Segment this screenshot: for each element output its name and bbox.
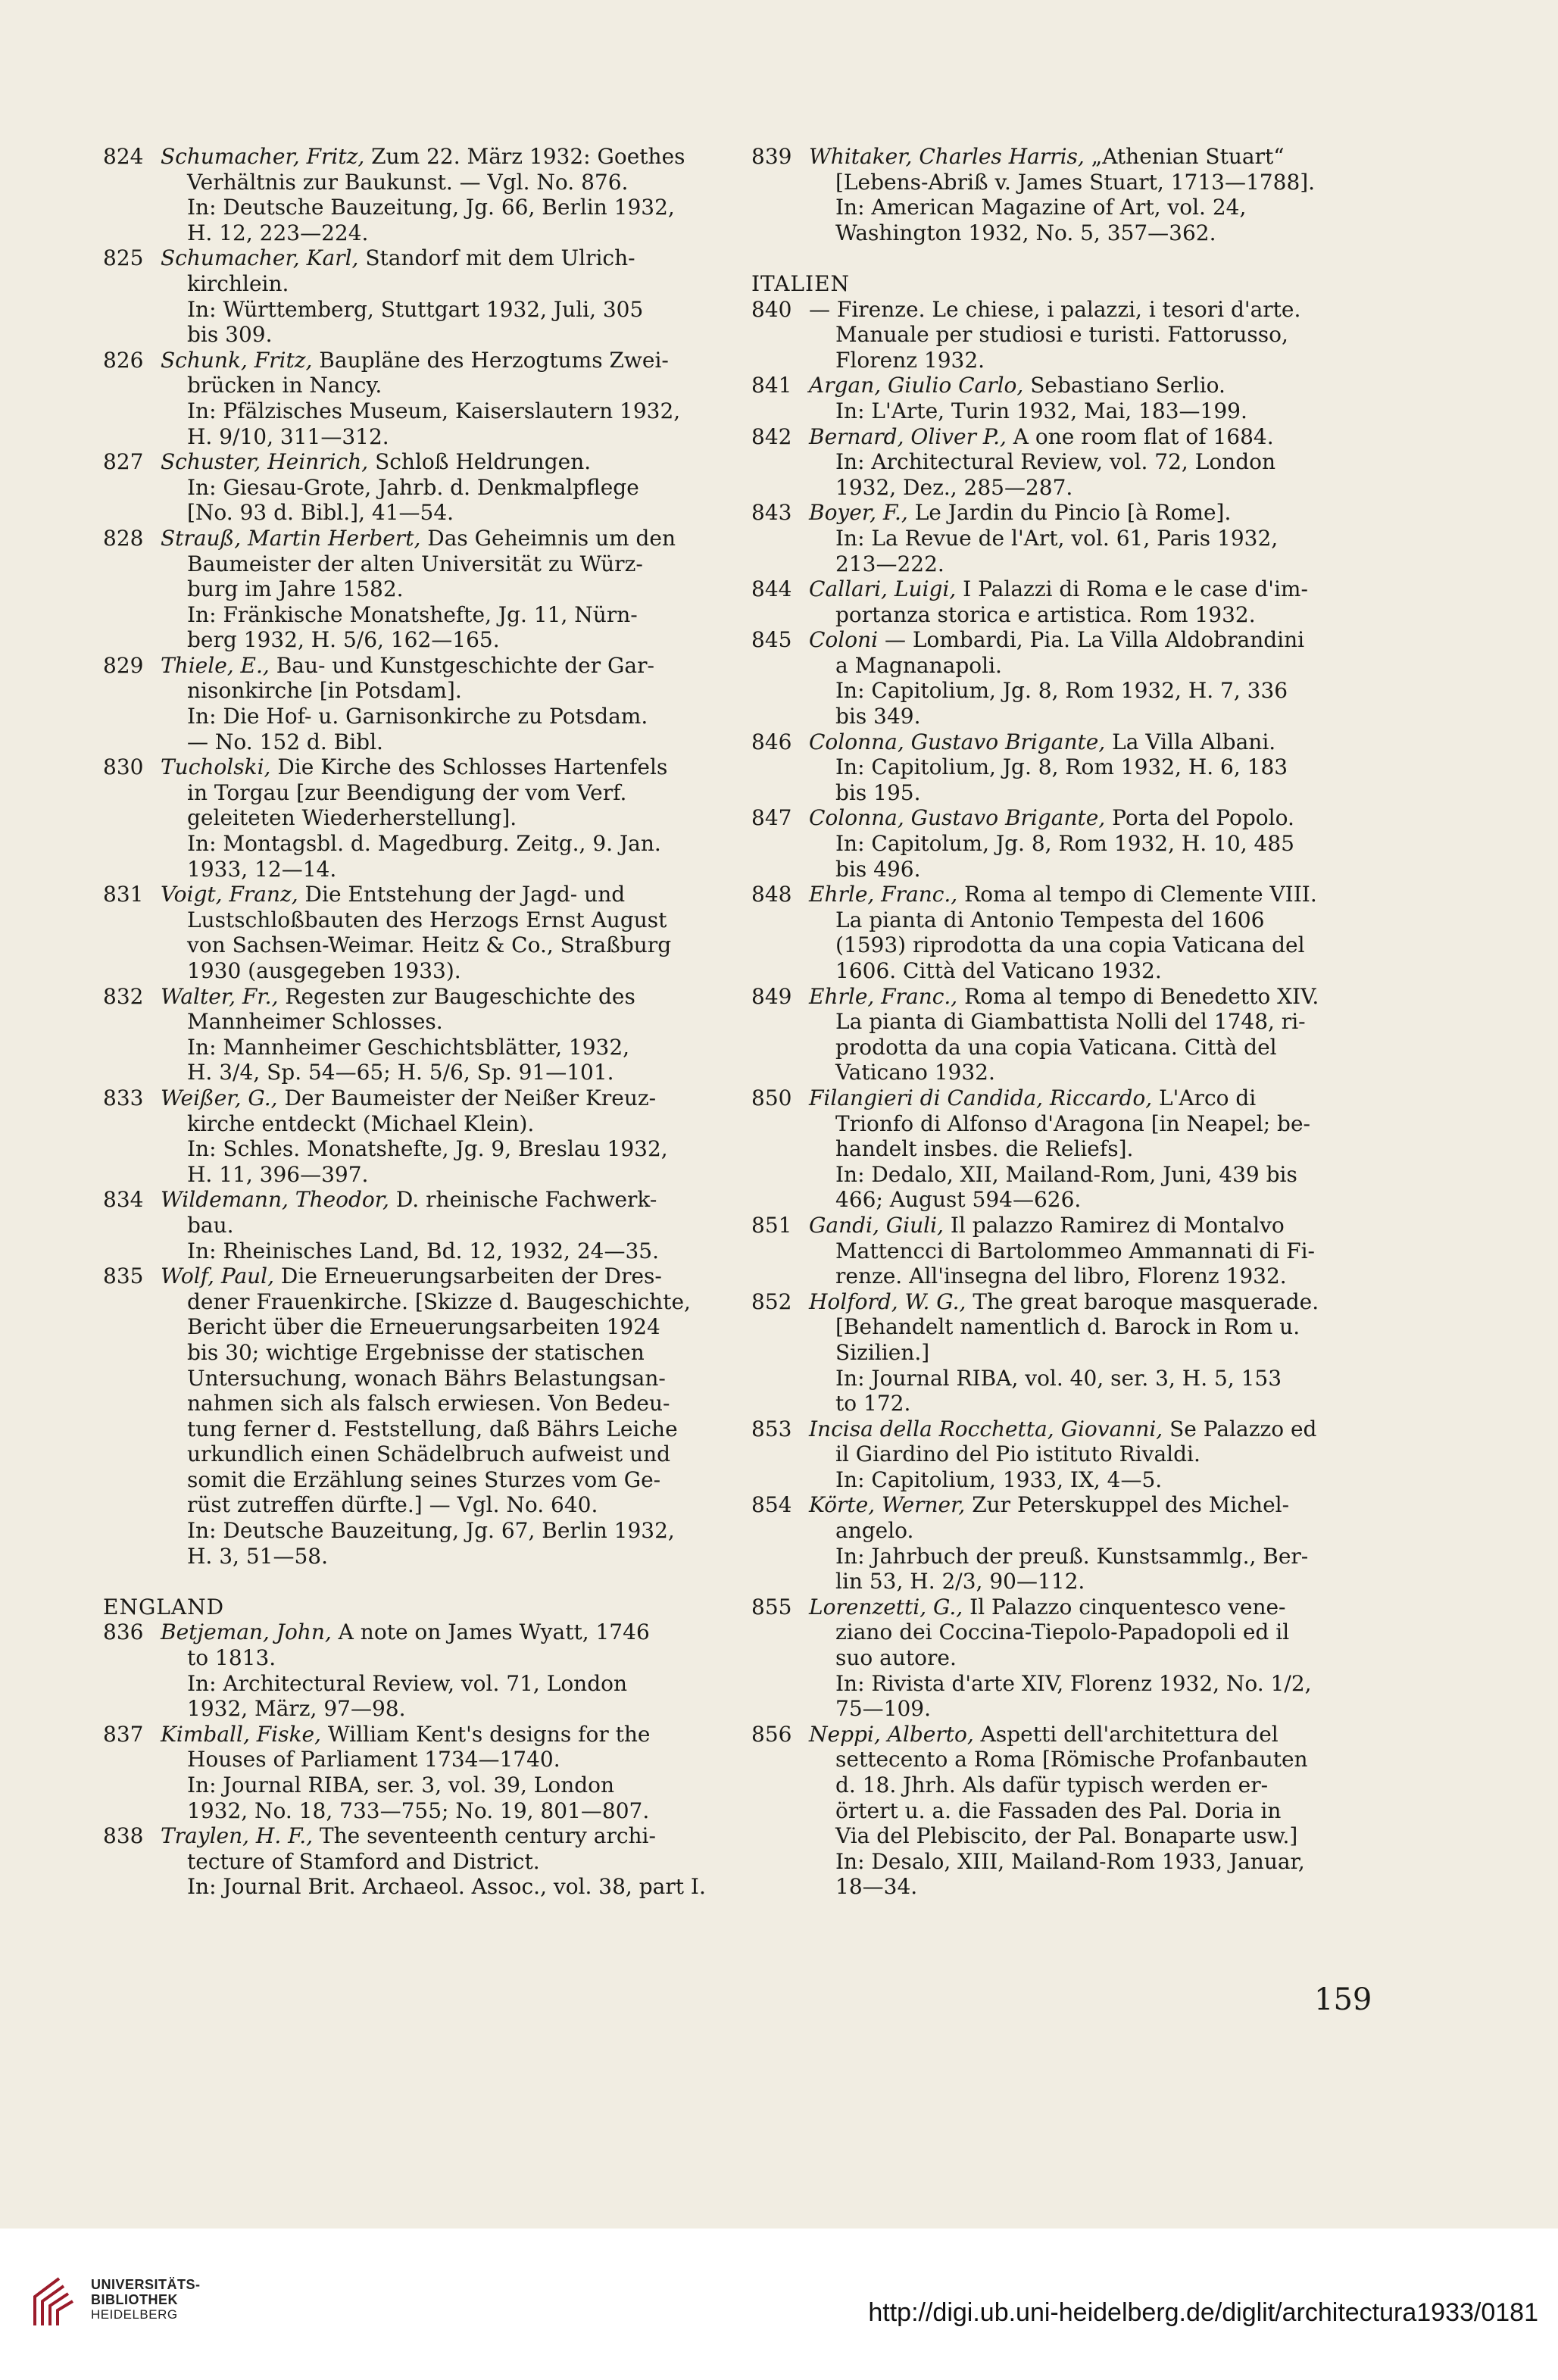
entry-line: prodotta da una copia Vaticana. Città del <box>835 1034 1277 1060</box>
entry-title: Die Erneuerungsarbeiten der Dres- <box>274 1263 662 1289</box>
entry-title: Standorf mit dem Ulrich- <box>358 245 635 271</box>
entry-line: H. 12, 223—224. <box>187 220 369 245</box>
entry-line: 1932, No. 18, 733—755; No. 19, 801—807. <box>187 1797 650 1823</box>
entry-title: Porta del Popolo. <box>1105 805 1294 831</box>
entry-title: Il Palazzo cinquentesco vene- <box>963 1594 1286 1619</box>
entry-line: H. 9/10, 311—312. <box>187 423 389 449</box>
entry-title: Zur Peterskuppel des Michel- <box>965 1492 1290 1518</box>
entry-title: — Lombardi, Pia. La Villa Aldobrandini <box>878 627 1305 653</box>
entry-author: Bernard, Oliver P., <box>809 423 1007 449</box>
entry-number: 854 <box>751 1492 792 1518</box>
entry-line: Trionfo di Alfonso d'Aragona [in Neapel; be- <box>835 1110 1311 1136</box>
entry-line: handelt insbes. die Reliefs]. <box>835 1136 1134 1162</box>
entry-number: 849 <box>751 983 792 1009</box>
entry-first-line <box>809 500 1372 526</box>
footer-bar <box>0 2229 1558 2380</box>
entry-first-line <box>809 1213 1372 1238</box>
entry-number: 846 <box>751 729 792 754</box>
library-name <box>91 2277 201 2322</box>
entry-line: 466; August 594—626. <box>835 1187 1082 1213</box>
entry-number: 834 <box>103 1187 144 1213</box>
bibliography-entry <box>751 1085 1372 1213</box>
entry-line: Verhältnis zur Baukunst. — Vgl. No. 876. <box>187 169 629 195</box>
entry-line: Manuale per studiosi e turisti. Fattorusso, <box>835 322 1288 348</box>
entry-line: [No. 93 d. Bibl.], 41—54. <box>187 500 454 526</box>
section-heading-england: ENGLAND <box>103 1594 225 1619</box>
entry-number: 855 <box>751 1594 792 1619</box>
entry-number: 847 <box>751 805 792 831</box>
entry-number: 844 <box>751 576 792 602</box>
entry-line: renze. All'insegna del libro, Florenz 1932. <box>835 1263 1287 1289</box>
entry-first-line <box>809 1289 1372 1315</box>
entry-first-line <box>809 424 1372 450</box>
entry-line: bis 349. <box>835 704 921 729</box>
entry-line: burg im Jahre 1582. <box>187 576 404 602</box>
entry-line: In: Architectural Review, vol. 72, London <box>835 449 1276 475</box>
entry-author: Thiele, E., <box>161 652 270 678</box>
entry-line: bis 309. <box>187 322 273 348</box>
entry-line: a Magnanapoli. <box>835 652 1002 678</box>
bibliography-entry <box>103 449 724 526</box>
entry-title: Regesten zur Baugeschichte des <box>278 983 635 1009</box>
entry-first-line <box>161 1619 724 1645</box>
entry-title: A one room flat of 1684. <box>1006 423 1274 449</box>
entry-line: lin 53, H. 2/3, 90—112. <box>835 1569 1085 1594</box>
bibliography-entry <box>751 1416 1372 1493</box>
entry-author: Boyer, F., <box>809 500 908 526</box>
entry-first-line <box>809 729 1372 755</box>
entry-title: Die Entstehung der Jagd- und <box>298 882 626 907</box>
bibliography-entry <box>751 1289 1372 1416</box>
bibliography-entry <box>103 1085 724 1187</box>
entry-number: 852 <box>751 1288 792 1314</box>
entry-author: Voigt, Franz, <box>161 882 298 907</box>
entry-line: brücken in Nancy. <box>187 373 382 398</box>
entry-line: 1932, März, 97—98. <box>187 1696 406 1722</box>
entry-title: D. rheinische Fachwerk- <box>389 1187 657 1213</box>
entry-number: 840 <box>751 296 792 322</box>
library-name-line: HEIDELBERG <box>91 2307 178 2322</box>
entry-line: In: Giesau-Grote, Jahrb. d. Denkmalpflege <box>187 474 639 500</box>
entry-line: In: Schles. Monatshefte, Jg. 9, Breslau 1932, <box>187 1136 668 1162</box>
entry-title: Baupläne des Herzogtums Zwei- <box>312 347 669 373</box>
entry-author: Traylen, H. F., <box>161 1823 314 1849</box>
bibliography-entry <box>751 576 1372 627</box>
entry-line: In: La Revue de l'Art, vol. 61, Paris 1932, <box>835 525 1279 551</box>
bibliography-entry <box>751 1492 1372 1594</box>
entry-line: 1606. Città del Vaticano 1932. <box>835 958 1162 983</box>
entry-number: 842 <box>751 423 792 449</box>
entry-line: Houses of Parliament 1734—1740. <box>187 1747 560 1773</box>
entry-number: 856 <box>751 1721 792 1747</box>
entry-first-line <box>161 1823 724 1849</box>
bibliography-entry <box>103 526 724 653</box>
entry-first-line <box>161 245 724 271</box>
entry-first-line <box>161 348 724 373</box>
bibliography-entry <box>751 373 1372 423</box>
entry-title: The great baroque masquerade. <box>966 1288 1319 1314</box>
bibliography-entry <box>751 297 1372 373</box>
library-name-line: BIBLIOTHEK <box>91 2292 178 2307</box>
entry-first-line <box>161 653 724 679</box>
entry-author: Argan, Giulio Carlo, <box>809 373 1024 398</box>
entry-line: rüst zutreffen dürfte.] — Vgl. No. 640. <box>187 1492 598 1518</box>
entry-author: Coloni <box>809 627 879 653</box>
left-column <box>103 144 724 1900</box>
entry-line: d. 18. Jhrh. Als dafür typisch werden er- <box>835 1773 1269 1797</box>
entry-first-line <box>809 984 1372 1010</box>
source-url-link[interactable]: http://digi.ub.uni-heidelberg.de/diglit/architectura1933/0181 <box>868 2298 1538 2327</box>
entry-title: Roma al tempo di Benedetto XIV. <box>957 983 1319 1009</box>
entry-author: Callari, Luigi, <box>809 576 957 602</box>
entry-line: 75—109. <box>835 1696 931 1722</box>
entry-number: 851 <box>751 1212 792 1238</box>
entry-line: In: Mannheimer Geschichtsblätter, 1932, <box>187 1034 630 1060</box>
entry-line: La pianta di Giambattista Nolli del 1748, ri- <box>835 1009 1306 1035</box>
entry-first-line <box>809 576 1372 602</box>
entry-title: L'Arco di <box>1152 1085 1257 1110</box>
entry-line: 1930 (ausgegeben 1933). <box>187 958 461 983</box>
section-heading-italien: ITALIEN <box>751 270 851 296</box>
entry-line: il Giardino del Pio istituto Rivaldi. <box>835 1441 1201 1467</box>
entry-line: tecture of Stamford and District. <box>187 1848 540 1874</box>
entry-author: Ehrle, Franc., <box>809 882 958 907</box>
entry-author: Kimball, Fiske, <box>161 1721 321 1747</box>
entry-number: 837 <box>103 1721 144 1747</box>
entry-line: Sizilien.] <box>835 1339 930 1365</box>
bibliography-entry <box>751 627 1372 729</box>
entry-line: geleiteten Wiederherstellung]. <box>187 805 517 831</box>
entry-number: 853 <box>751 1416 792 1441</box>
entry-line: In: American Magazine of Art, vol. 24, <box>835 195 1247 220</box>
entry-author: Betjeman, John, <box>161 1619 332 1645</box>
entry-title: The seventeenth century archi- <box>313 1823 656 1849</box>
bibliography-entry <box>751 729 1372 806</box>
entry-first-line <box>809 1722 1372 1748</box>
entry-author: Ehrle, Franc., <box>809 983 958 1009</box>
entry-author: Wolf, Paul, <box>161 1263 275 1289</box>
entry-line: In: Württemberg, Stuttgart 1932, Juli, 305 <box>187 296 644 322</box>
entry-number: 835 <box>103 1263 144 1289</box>
entry-title: Se Palazzo ed <box>1163 1416 1317 1441</box>
entry-number: 838 <box>103 1823 144 1849</box>
bibliography-entry <box>751 1213 1372 1289</box>
entry-title: Die Kirche des Schlosses Hartenfels <box>270 754 668 780</box>
entry-author: Holford, W. G., <box>809 1288 966 1314</box>
entry-line: Vaticano 1932. <box>835 1060 995 1085</box>
entry-line: Baumeister der alten Universität zu Würz- <box>187 551 643 576</box>
entry-line: (1593) riprodotta da una copia Vaticana del <box>835 932 1305 958</box>
entry-line: In: Journal RIBA, vol. 40, ser. 3, H. 5, 153 <box>835 1365 1282 1391</box>
entry-line: urkundlich einen Schädelbruch aufweist und <box>187 1441 671 1467</box>
entry-list <box>751 297 1372 1900</box>
entry-first-line <box>161 984 724 1010</box>
bibliography-entry <box>751 500 1372 576</box>
bibliography-entry <box>103 348 724 449</box>
bibliography-entry <box>103 653 724 754</box>
entry-line: In: Rheinisches Land, Bd. 12, 1932, 24—35. <box>187 1238 659 1263</box>
bibliography-entry <box>751 144 1372 245</box>
entry-author: Walter, Fr., <box>161 983 279 1009</box>
entry-number: 839 <box>751 144 792 169</box>
entry-line: Florenz 1932. <box>835 347 985 373</box>
entry-line: tung ferner d. Feststellung, daß Bährs Leiche <box>187 1416 678 1441</box>
entry-number: 841 <box>751 373 792 398</box>
bibliography-entry <box>103 1823 724 1900</box>
entry-line: Mannheimer Schlosses. <box>187 1009 443 1035</box>
entry-author: Gandi, Giuli, <box>809 1212 944 1238</box>
entry-line: In: Montagsbl. d. Magedburg. Zeitg., 9. Jan. <box>187 831 661 857</box>
entry-first-line <box>809 882 1372 907</box>
entry-line: dener Frauenkirche. [Skizze d. Baugeschichte, <box>187 1288 691 1314</box>
entry-line: In: Pfälzisches Museum, Kaiserslautern 1932, <box>187 398 681 423</box>
entry-first-line <box>809 373 1372 398</box>
entry-number: 828 <box>103 525 144 551</box>
entry-line: In: Die Hof- u. Garnisonkirche zu Potsdam. <box>187 704 648 729</box>
bibliography-entry <box>103 882 724 983</box>
entry-author: Incisa della Rocchetta, Giovanni, <box>809 1416 1163 1441</box>
entry-author: Lorenzetti, G., <box>809 1594 963 1619</box>
entry-line: Untersuchung, wonach Bährs Belastungsan- <box>187 1365 666 1391</box>
library-logo-icon <box>30 2274 86 2330</box>
entry-author: Filangieri di Candida, Riccardo, <box>809 1085 1153 1110</box>
entry-author: Weißer, G., <box>161 1085 278 1110</box>
entry-first-line <box>161 754 724 780</box>
entry-line: In: Dedalo, XII, Mailand-Rom, Juni, 439 bis <box>835 1161 1297 1187</box>
entry-line: H. 3, 51—58. <box>187 1543 328 1569</box>
entry-number: 832 <box>103 983 144 1009</box>
entry-title: A note on James Wyatt, 1746 <box>331 1619 650 1645</box>
entry-author: Schunk, Fritz, <box>161 347 313 373</box>
entry-line: In: Journal RIBA, ser. 3, vol. 39, London <box>187 1773 615 1797</box>
entry-line: settecento a Roma [Römische Profanbauten <box>835 1747 1308 1773</box>
entry-first-line <box>809 805 1372 831</box>
entry-line: In: Journal Brit. Archaeol. Assoc., vol. 38, part I. <box>187 1874 706 1900</box>
entry-line: H. 11, 396—397. <box>187 1161 369 1187</box>
entry-first-line <box>809 1085 1372 1111</box>
bibliography-entry <box>103 754 724 882</box>
entry-line: In: Capitolium, 1933, IX, 4—5. <box>835 1466 1163 1492</box>
entry-title: — Firenze. Le chiese, i palazzi, i tesori d'arte. <box>809 296 1301 322</box>
entry-first-line <box>161 1263 724 1289</box>
entry-number: 843 <box>751 500 792 526</box>
bibliography-entry <box>751 1722 1372 1900</box>
entry-list <box>103 1619 724 1900</box>
entry-line: Washington 1932, No. 5, 357—362. <box>835 220 1216 245</box>
entry-list <box>103 144 724 1569</box>
entry-title: Aspetti dell'architettura del <box>973 1721 1279 1747</box>
bibliography-entry <box>103 1187 724 1263</box>
entry-line: [Lebens-Abriß v. James Stuart, 1713—1788]. <box>835 169 1316 195</box>
entry-number: 826 <box>103 347 144 373</box>
entry-line: Via del Plebiscito, der Pal. Bonaparte usw.] <box>835 1823 1298 1849</box>
entry-line: Bericht über die Erneuerungsarbeiten 1924 <box>187 1314 660 1340</box>
entry-first-line <box>161 882 724 907</box>
bibliography-entry <box>751 1594 1372 1722</box>
entry-title: „Athenian Stuart“ <box>1084 144 1285 169</box>
entry-line: In: Capitolum, Jg. 8, Rom 1932, H. 10, 485 <box>835 831 1294 857</box>
entry-line: to 172. <box>835 1391 911 1416</box>
entry-line: nisonkirche [in Potsdam]. <box>187 678 462 704</box>
entry-line: bis 496. <box>835 856 921 882</box>
entry-first-line <box>809 297 1372 323</box>
entry-line: suo autore. <box>835 1645 957 1671</box>
entry-line: portanza storica e artistica. Rom 1932. <box>835 601 1256 627</box>
entry-title: Roma al tempo di Clemente VIII. <box>957 882 1317 907</box>
entry-line: [Behandelt namentlich d. Barock in Rom u. <box>835 1314 1300 1340</box>
entry-title: Il palazzo Ramirez di Montalvo <box>943 1212 1285 1238</box>
entry-line: 1933, 12—14. <box>187 856 337 882</box>
entry-author: Schumacher, Fritz, <box>161 144 365 169</box>
bibliography-entry <box>103 245 724 347</box>
entry-line: In: Capitolium, Jg. 8, Rom 1932, H. 6, 183 <box>835 754 1288 780</box>
entry-number: 836 <box>103 1619 144 1645</box>
entry-title: Le Jardin du Pincio [à Rome]. <box>907 500 1232 526</box>
library-name-line: UNIVERSITÄTS- <box>91 2277 201 2292</box>
entry-title: Der Baumeister der Neißer Kreuz- <box>277 1085 657 1110</box>
entry-number: 848 <box>751 882 792 907</box>
entry-line: Mattencci di Bartolommeo Ammannati di Fi- <box>835 1238 1315 1263</box>
entry-line: somit die Erzählung seines Sturzes vom Ge- <box>187 1466 661 1492</box>
entry-line: örtert u. a. die Fassaden des Pal. Doria in <box>835 1797 1282 1823</box>
entry-first-line <box>161 144 724 170</box>
entry-line: to 1813. <box>187 1645 276 1671</box>
entry-first-line <box>161 526 724 551</box>
entry-author: Colonna, Gustavo Brigante, <box>809 729 1106 754</box>
bibliography-entry <box>751 882 1372 983</box>
entry-title: La Villa Albani. <box>1105 729 1276 754</box>
entry-line: In: Deutsche Bauzeitung, Jg. 67, Berlin 1932, <box>187 1518 675 1544</box>
entry-author: Körte, Werner, <box>809 1492 966 1518</box>
bibliography-entry <box>751 424 1372 501</box>
entry-first-line <box>161 449 724 475</box>
entry-first-line <box>809 1492 1372 1518</box>
entry-line: In: Architectural Review, vol. 71, London <box>187 1670 628 1696</box>
entry-first-line <box>809 1416 1372 1442</box>
entry-line: La pianta di Antonio Tempesta del 1606 <box>835 907 1265 932</box>
entry-line: In: Deutsche Bauzeitung, Jg. 66, Berlin 1932, <box>187 195 675 220</box>
entry-first-line <box>161 1722 724 1748</box>
entry-line: 213—222. <box>835 551 944 576</box>
entry-author: Whitaker, Charles Harris, <box>809 144 1085 169</box>
entry-line: berg 1932, H. 5/6, 162—165. <box>187 627 500 653</box>
entry-line: In: Fränkische Monatshefte, Jg. 11, Nürn- <box>187 601 638 627</box>
bibliography-entry <box>103 144 724 245</box>
entry-line: nahmen sich als falsch erwiesen. Von Bedeu- <box>187 1391 670 1416</box>
entry-number: 827 <box>103 449 144 475</box>
entry-line: In: Jahrbuch der preuß. Kunstsammlg., Ber- <box>835 1543 1309 1569</box>
entry-line: 1932, Dez., 285—287. <box>835 474 1073 500</box>
entry-line: ziano dei Coccina-Tiepolo-Papadopoli ed il <box>835 1619 1290 1645</box>
bibliography-entry <box>103 1722 724 1823</box>
entry-first-line <box>161 1187 724 1213</box>
page-number: 159 <box>1314 1982 1372 2017</box>
entry-author: Strauß, Martin Herbert, <box>161 525 421 551</box>
entry-title: Schloß Heldrungen. <box>368 449 592 475</box>
entry-number: 825 <box>103 245 144 271</box>
entry-title: Bau- und Kunstgeschichte der Gar- <box>269 652 654 678</box>
entry-author: Neppi, Alberto, <box>809 1721 974 1747</box>
entry-line: kirche entdeckt (Michael Klein). <box>187 1110 535 1136</box>
entry-line: In: Capitolium, Jg. 8, Rom 1932, H. 7, 336 <box>835 678 1288 704</box>
entry-first-line <box>809 144 1372 170</box>
entry-number: 824 <box>103 144 144 169</box>
bibliography-entry <box>103 1263 724 1569</box>
bibliography-entry <box>103 984 724 1085</box>
entry-line: 18—34. <box>835 1874 918 1900</box>
right-column <box>751 144 1372 1900</box>
entry-author: Schuster, Heinrich, <box>161 449 369 475</box>
entry-line: bau. <box>187 1212 234 1238</box>
entry-number: 850 <box>751 1085 792 1110</box>
entry-author: Tucholski, <box>161 754 271 780</box>
entry-title: Das Geheimnis um den <box>420 525 676 551</box>
entry-line: von Sachsen-Weimar. Heitz & Co., Straßburg <box>187 932 672 958</box>
bibliography-entry <box>103 1619 724 1721</box>
entry-line: bis 30; wichtige Ergebnisse der statischen <box>187 1339 645 1365</box>
entry-number: 830 <box>103 754 144 780</box>
entry-author: Wildemann, Theodor, <box>161 1187 389 1213</box>
entry-line: H. 3/4, Sp. 54—65; H. 5/6, Sp. 91—101. <box>187 1060 614 1085</box>
entry-title: I Palazzi di Roma e le case d'im- <box>956 576 1308 602</box>
entry-title: Zum 22. März 1932: Goethes <box>364 144 685 169</box>
entry-line: kirchlein. <box>187 270 289 296</box>
entry-number: 831 <box>103 882 144 907</box>
entry-list <box>751 144 1372 245</box>
entry-author: Colonna, Gustavo Brigante, <box>809 805 1106 831</box>
entry-line: — No. 152 d. Bibl. <box>187 729 383 754</box>
entry-number: 845 <box>751 627 792 653</box>
entry-line: In: Rivista d'arte XIV, Florenz 1932, No. 1/2, <box>835 1670 1312 1696</box>
entry-title: Sebastiano Serlio. <box>1023 373 1225 398</box>
entry-first-line <box>161 1085 724 1111</box>
entry-line: Lustschloßbauten des Herzogs Ernst August <box>187 907 667 932</box>
entry-first-line <box>809 1594 1372 1620</box>
entry-line: angelo. <box>835 1518 914 1544</box>
entry-title: William Kent's designs for the <box>320 1721 651 1747</box>
entry-line: in Torgau [zur Beendigung der vom Verf. <box>187 779 627 805</box>
bibliography-entry <box>751 984 1372 1085</box>
entry-number: 833 <box>103 1085 144 1110</box>
entry-line: bis 195. <box>835 779 921 805</box>
entry-line: In: Desalo, XIII, Mailand-Rom 1933, Januar, <box>835 1848 1305 1874</box>
entry-first-line <box>809 627 1372 653</box>
entry-author: Schumacher, Karl, <box>161 245 359 271</box>
bibliography-entry <box>751 805 1372 882</box>
entry-line: In: L'Arte, Turin 1932, Mai, 183—199. <box>835 398 1247 423</box>
entry-number: 829 <box>103 652 144 678</box>
